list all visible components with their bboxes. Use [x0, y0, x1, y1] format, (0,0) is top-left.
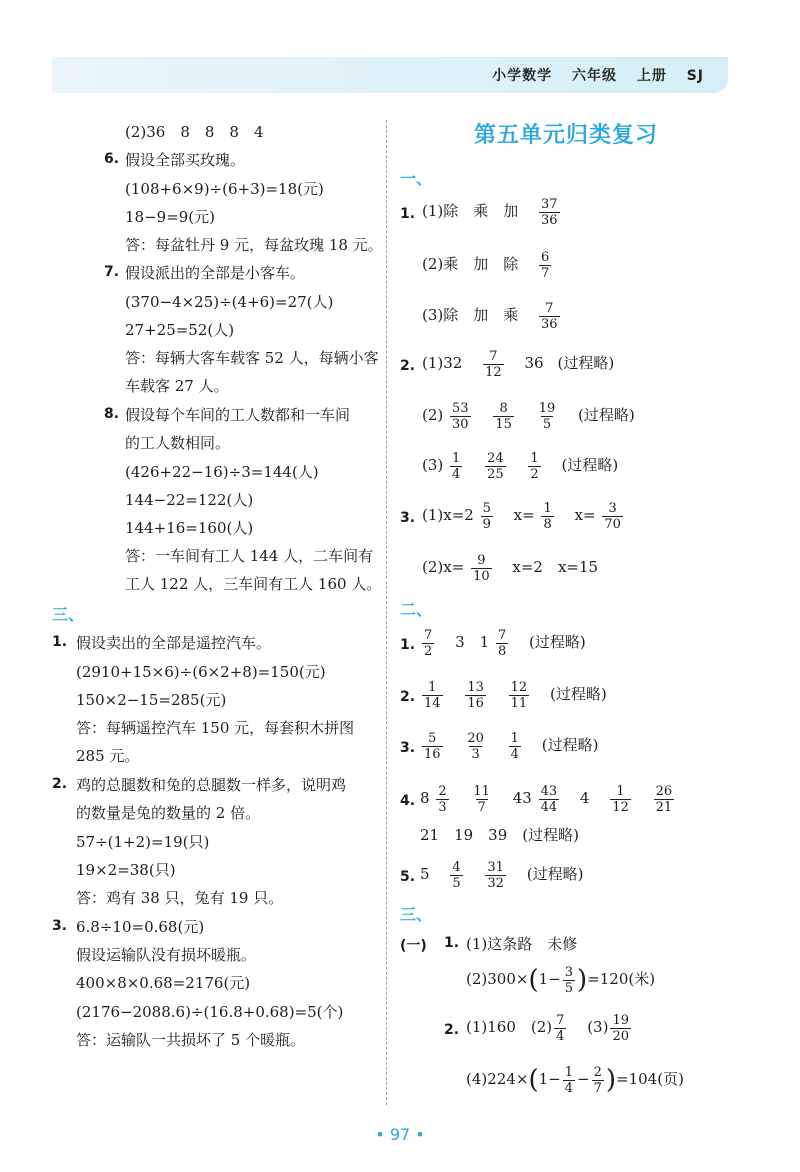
header-term: 上册 [636, 68, 667, 84]
fraction: $\frac{2}{7}$ [593, 1064, 602, 1096]
fraction: $\frac{19}{20}$ [612, 1012, 629, 1044]
question-number: 6. [104, 151, 120, 167]
fraction: $\frac{1}{4}$ [510, 730, 519, 762]
answer-line: (2)300×(1− $\frac{3}{5}$ )=120(米) [466, 964, 656, 996]
answer-line: 5 $\frac{4}{5}$ $\frac{31}{32}$ (过程略) [420, 859, 584, 891]
fraction: $\frac{1}{14}$ [424, 679, 441, 711]
fraction: $\frac{37}{36}$ [541, 196, 558, 228]
answer-line: $\frac{7}{2}$ 3 1 $\frac{7}{8}$ (过程略) [424, 627, 586, 659]
answer-line: (1)32 $\frac{7}{12}$ 36 (过程略) [422, 348, 615, 380]
fraction: $\frac{24}{25}$ [487, 450, 504, 482]
answer-line: $\frac{1}{14}$ $\frac{13}{16}$ $\frac{12}{11}$ (过程略) [424, 679, 607, 711]
fraction: $\frac{26}{21}$ [655, 783, 673, 815]
answer-line: 18−9=9(元) [125, 208, 216, 226]
answer-line: 57÷(1+2)=19(只) [76, 833, 210, 851]
answer-line: (3) $\frac{1}{4}$ $\frac{24}{25}$ $\frac{1}{2}$ (过程略) [422, 450, 619, 482]
answer-line: 鸡的总腿数和兔的总腿数一样多，说明鸡 [76, 776, 347, 794]
answer-line: 的工人数相同。 [125, 434, 231, 452]
question-number: 5. [400, 869, 416, 885]
question-number: 3. [52, 918, 68, 934]
question-number: 3. [400, 740, 416, 756]
fraction: $\frac{1}{4}$ [452, 450, 461, 482]
question-number: 2. [400, 358, 416, 374]
answer-line: 答：每盆牡丹 9 元，每盆玫瑰 18 元。 [125, 236, 383, 254]
question-number: 1. [400, 637, 416, 653]
answer-line: 27+25=52(人) [125, 321, 235, 339]
fraction: $\frac{1}{12}$ [612, 783, 629, 815]
header-info [478, 65, 704, 85]
answer-line: 假设运输队没有损坏暖瓶。 [76, 946, 257, 964]
answer-line: 假设每个车间的工人数都和一车间 [125, 406, 351, 424]
fraction: $\frac{7}{2}$ [424, 627, 433, 659]
fraction: $\frac{1}{4}$ [564, 1064, 574, 1096]
question-number: 4. [400, 793, 416, 809]
answer-line: (1)160 (2) $\frac{7}{4}$ (3) $\frac{19}{20}$ [466, 1012, 629, 1044]
answer-line: (2)乘 加 除 $\frac{6}{7}$ [422, 249, 550, 281]
section-heading: 二、 [400, 600, 433, 619]
answer-line: (2910+15×6)÷(6×2+8)=150(元) [76, 663, 326, 681]
section-heading: 三、 [400, 905, 433, 924]
fraction: $\frac{7}{36}$ [541, 300, 558, 332]
fraction: $\frac{3}{5}$ [564, 964, 574, 996]
fraction: $\frac{5}{9}$ [482, 500, 491, 532]
answer-line: 假设全部买玫瑰。 [125, 151, 246, 169]
answer-line: 假设卖出的全部是遥控汽车。 [76, 634, 272, 652]
section-heading: 一、 [400, 169, 433, 188]
question-number: 7. [104, 264, 120, 280]
fraction: $\frac{7}{12}$ [485, 348, 502, 380]
fraction: $\frac{4}{5}$ [452, 859, 461, 891]
answer-line: 答：每辆大客车载客 52 人，每辆小客 [125, 349, 379, 367]
answer-line: 285 元。 [76, 747, 140, 765]
answer-line: 答：运输队一共损坏了 5 个暖瓶。 [76, 1031, 306, 1049]
answer-line: 8 $\frac{2}{3}$ $\frac{11}{7}$ 43 $\frac{43}{44}$ 4 $\frac{1}{12}$ $\frac{26}{21}$ [420, 783, 673, 815]
answer-line: 工人 122 人，三车间有工人 160 人。 [125, 575, 382, 593]
question-number: 8. [104, 406, 120, 422]
answer-line: (1)这条路 未修 [466, 935, 578, 953]
answer-line: 21 19 39 (过程略) [420, 826, 579, 844]
answer-line: 答：鸡有 38 只，兔有 19 只。 [76, 889, 284, 907]
fraction: $\frac{2}{3}$ [438, 783, 447, 815]
answer-line: 144+16=160(人) [125, 519, 254, 537]
answer-line: 答：每辆遥控汽车 150 元，每套积木拼图 [76, 719, 355, 737]
fraction: $\frac{7}{8}$ [497, 627, 507, 659]
header-subject: 小学数学 [492, 68, 553, 84]
unit-title: 第五单元归类复习 [474, 123, 659, 148]
answer-line: 6.8÷10=0.68(元) [76, 918, 205, 936]
answer-line: (108+6×9)÷(6+3)=18(元) [125, 180, 324, 198]
answer-line: 400×8×0.68=2176(元) [76, 974, 251, 992]
answer-line: (3)除 加 乘 $\frac{7}{36}$ [422, 300, 558, 332]
fraction: $\frac{7}{4}$ [556, 1012, 565, 1044]
page-header [52, 57, 728, 93]
answer-line: 答：一车间有工人 144 人，二车间有 [125, 547, 374, 565]
fraction: $\frac{53}{30}$ [452, 400, 469, 432]
answer-line: (4)224×(1− $\frac{1}{4}$ − $\frac{2}{7}$ )=104(页) [466, 1064, 684, 1096]
fraction: $\frac{6}{7}$ [541, 249, 550, 281]
answer-line: (426+22−16)÷3=144(人) [125, 463, 319, 481]
answer-line: (2)36 8 8 8 4 [125, 123, 264, 141]
answer-line: 150×2−15=285(元) [76, 691, 227, 709]
answer-line: (2) $\frac{53}{30}$ $\frac{8}{15}$ $\frac{19}{5}$ (过程略) [422, 400, 635, 432]
question-number: 3. [400, 510, 416, 526]
fraction: $\frac{31}{32}$ [487, 859, 504, 891]
fraction: $\frac{3}{70}$ [604, 500, 621, 532]
column-divider [386, 120, 387, 1105]
question-number: 1. [400, 206, 416, 222]
answer-line: (1)除 乘 加 $\frac{37}{36}$ [422, 196, 558, 228]
fraction: $\frac{11}{7}$ [473, 783, 490, 815]
question-number: 1. [52, 634, 68, 650]
question-number: 2. [52, 776, 68, 792]
answer-line: 车载客 27 人。 [125, 377, 229, 395]
fraction: $\frac{1}{8}$ [543, 500, 552, 532]
page-number: • 97 • [375, 1125, 425, 1144]
answer-line: 的数量是兔的数量的 2 倍。 [76, 804, 261, 822]
question-number: 2. [444, 1022, 460, 1038]
header-edition: SJ [686, 68, 704, 84]
answer-line: 19×2=38(只) [76, 861, 176, 879]
question-number: 1. [444, 935, 460, 951]
group-label: (一) [400, 938, 427, 954]
fraction: $\frac{5}{16}$ [424, 730, 441, 762]
question-number: 2. [400, 689, 416, 705]
answer-line: 假设派出的全部是小客车。 [125, 264, 306, 282]
answer-line: $\frac{5}{16}$ $\frac{20}{3}$ $\frac{1}{4}$ (过程略) [424, 730, 599, 762]
answer-line: (1)x=2 $\frac{5}{9}$ x= $\frac{1}{8}$ x= $\frac{3}{70}$ [422, 500, 621, 532]
fraction: $\frac{12}{11}$ [510, 679, 528, 711]
fraction: $\frac{20}{3}$ [467, 730, 484, 762]
answer-line: (370−4×25)÷(4+6)=27(人) [125, 293, 334, 311]
section-heading: 三、 [52, 605, 85, 624]
fraction: $\frac{8}{15}$ [495, 400, 512, 432]
answer-line: (2176−2088.6)÷(16.8+0.68)=5(个) [76, 1003, 344, 1021]
answer-line: 144−22=122(人) [125, 491, 254, 509]
fraction: $\frac{1}{2}$ [530, 450, 539, 482]
fraction: $\frac{13}{16}$ [467, 679, 484, 711]
fraction: $\frac{9}{10}$ [473, 552, 490, 584]
answer-line: (2)x= $\frac{9}{10}$ x=2 x=15 [422, 552, 599, 584]
header-grade: 六年级 [571, 68, 617, 84]
fraction: $\frac{43}{44}$ [540, 783, 558, 815]
fraction: $\frac{19}{5}$ [538, 400, 556, 432]
